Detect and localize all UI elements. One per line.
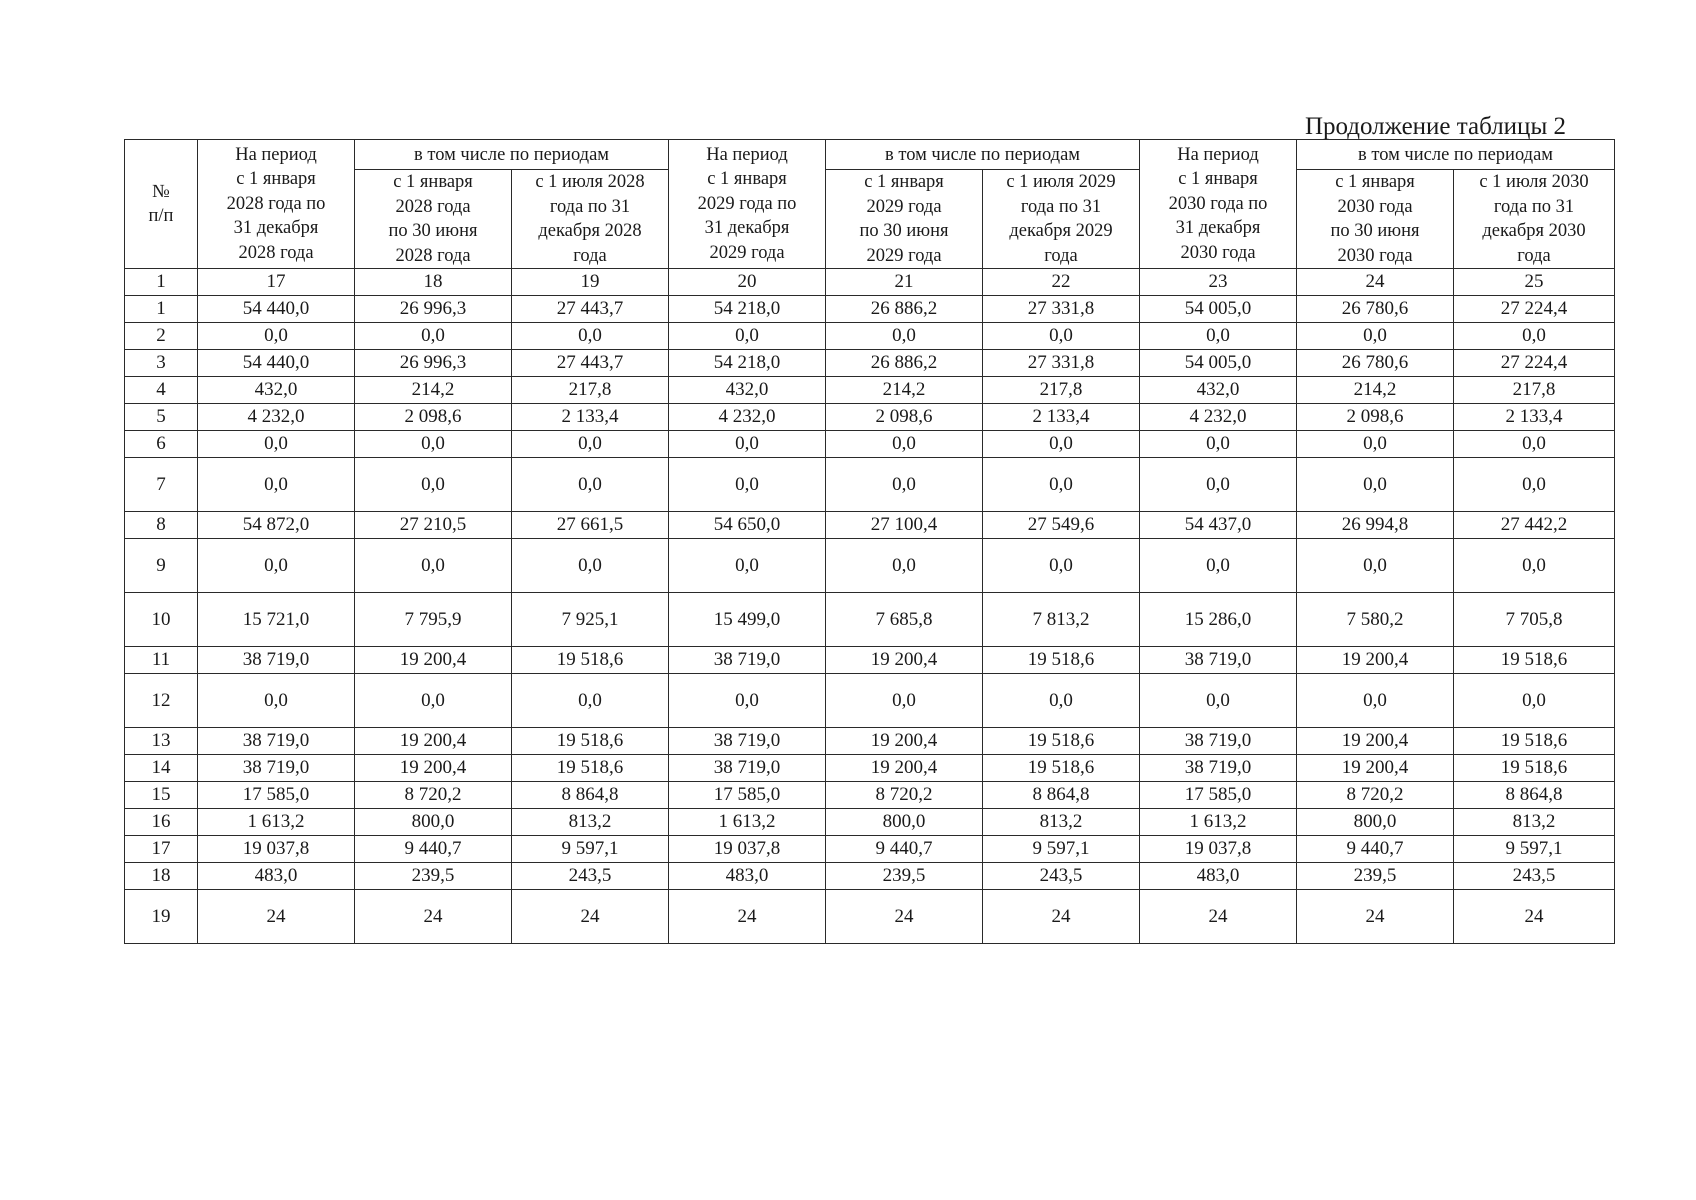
table-body [125,296,1615,944]
value-cell: 4 232,0 [198,404,355,431]
table-row [125,512,1615,539]
value-cell: 214,2 [1297,377,1454,404]
table-header [125,140,1615,296]
value-cell: 0,0 [198,458,355,512]
table-row [125,404,1615,431]
value-cell: 0,0 [355,539,512,593]
value-cell: 1 613,2 [198,809,355,836]
value-cell: 7 925,1 [512,593,669,647]
value-cell: 38 719,0 [198,647,355,674]
value-cell: 24 [355,890,512,944]
value-cell: 0,0 [512,539,669,593]
value-cell: 54 440,0 [198,296,355,323]
value-cell: 0,0 [983,674,1140,728]
value-cell: 0,0 [1454,323,1615,350]
value-cell: 54 440,0 [198,350,355,377]
value-cell: 243,5 [1454,863,1615,890]
value-cell: 54 872,0 [198,512,355,539]
row-number-cell: 6 [125,431,198,458]
value-cell: 0,0 [1297,674,1454,728]
row-number-cell: 2 [125,323,198,350]
value-cell: 0,0 [1297,431,1454,458]
value-cell: 483,0 [198,863,355,890]
header-period-2029: На период с 1 января 2029 года по 31 декабря 2029 года [669,140,826,269]
table-row [125,863,1615,890]
value-cell: 19 200,4 [826,755,983,782]
value-cell: 4 232,0 [1140,404,1297,431]
value-cell: 2 098,6 [1297,404,1454,431]
value-cell: 0,0 [1454,539,1615,593]
row-number-cell: 7 [125,458,198,512]
value-cell: 0,0 [512,431,669,458]
value-cell: 9 440,7 [355,836,512,863]
value-cell: 24 [1454,890,1615,944]
value-cell: 19 200,4 [355,728,512,755]
value-cell: 54 218,0 [669,296,826,323]
value-cell: 24 [669,890,826,944]
value-cell: 432,0 [198,377,355,404]
value-cell: 0,0 [355,431,512,458]
value-cell: 8 720,2 [826,782,983,809]
value-cell: 0,0 [355,458,512,512]
value-cell: 800,0 [1297,809,1454,836]
table-caption: Продолжение таблицы 2 [1304,113,1566,140]
value-cell: 813,2 [512,809,669,836]
table-row [125,539,1615,593]
value-cell: 217,8 [512,377,669,404]
value-cell: 217,8 [1454,377,1615,404]
value-cell: 813,2 [1454,809,1615,836]
value-cell: 483,0 [669,863,826,890]
value-cell: 4 232,0 [669,404,826,431]
table-row [125,674,1615,728]
value-cell: 7 580,2 [1297,593,1454,647]
value-cell: 19 200,4 [826,647,983,674]
header-2028-first-half: с 1 января 2028 года по 30 июня 2028 года [355,170,512,269]
value-cell: 24 [512,890,669,944]
value-cell: 214,2 [826,377,983,404]
row-number-cell: 18 [125,863,198,890]
value-cell: 0,0 [983,323,1140,350]
value-cell: 239,5 [1297,863,1454,890]
table-row [125,323,1615,350]
column-number: 24 [1297,269,1454,296]
value-cell: 38 719,0 [669,728,826,755]
value-cell: 27 661,5 [512,512,669,539]
row-number-cell: 16 [125,809,198,836]
value-cell: 24 [198,890,355,944]
value-cell: 0,0 [669,539,826,593]
value-cell: 27 443,7 [512,350,669,377]
value-cell: 0,0 [355,323,512,350]
value-cell: 9 440,7 [826,836,983,863]
value-cell: 19 518,6 [1454,755,1615,782]
column-number: 20 [669,269,826,296]
table-row [125,377,1615,404]
value-cell: 38 719,0 [669,647,826,674]
value-cell: 19 200,4 [1297,647,1454,674]
column-number: 25 [1454,269,1615,296]
value-cell: 1 613,2 [669,809,826,836]
value-cell: 0,0 [512,674,669,728]
value-cell: 38 719,0 [1140,755,1297,782]
row-number-cell: 10 [125,593,198,647]
value-cell: 27 443,7 [512,296,669,323]
value-cell: 7 813,2 [983,593,1140,647]
value-cell: 0,0 [1454,431,1615,458]
column-number: 23 [1140,269,1297,296]
value-cell: 8 864,8 [1454,782,1615,809]
value-cell: 19 037,8 [1140,836,1297,863]
value-cell: 38 719,0 [198,728,355,755]
value-cell: 24 [1297,890,1454,944]
value-cell: 9 597,1 [512,836,669,863]
value-cell: 0,0 [826,431,983,458]
value-cell: 26 886,2 [826,350,983,377]
column-number: 21 [826,269,983,296]
value-cell: 19 518,6 [1454,647,1615,674]
table-row [125,431,1615,458]
value-cell: 0,0 [669,674,826,728]
table-row [125,836,1615,863]
value-cell: 243,5 [983,863,1140,890]
value-cell: 0,0 [1140,458,1297,512]
header-period-2028: На период с 1 января 2028 года по 31 декабря 2028 года [198,140,355,269]
value-cell: 0,0 [1297,323,1454,350]
value-cell: 0,0 [198,431,355,458]
value-cell: 239,5 [826,863,983,890]
row-number-cell: 9 [125,539,198,593]
value-cell: 9 597,1 [983,836,1140,863]
value-cell: 243,5 [512,863,669,890]
column-number: 18 [355,269,512,296]
value-cell: 17 585,0 [1140,782,1297,809]
value-cell: 27 331,8 [983,350,1140,377]
header-group-2030: в том числе по периодам [1297,140,1615,170]
value-cell: 8 864,8 [983,782,1140,809]
value-cell: 0,0 [826,674,983,728]
header-group-2029: в том числе по периодам [826,140,1140,170]
row-number-cell: 17 [125,836,198,863]
column-number: 22 [983,269,1140,296]
value-cell: 0,0 [198,323,355,350]
value-cell: 217,8 [983,377,1140,404]
value-cell: 54 218,0 [669,350,826,377]
table-row [125,809,1615,836]
value-cell: 54 437,0 [1140,512,1297,539]
value-cell: 24 [826,890,983,944]
value-cell: 0,0 [1140,539,1297,593]
value-cell: 0,0 [198,674,355,728]
value-cell: 27 442,2 [1454,512,1615,539]
table-row [125,458,1615,512]
value-cell: 54 005,0 [1140,296,1297,323]
row-number-cell: 4 [125,377,198,404]
value-cell: 0,0 [198,539,355,593]
header-row-number: № п/п [125,140,198,269]
value-cell: 24 [983,890,1140,944]
value-cell: 26 996,3 [355,296,512,323]
value-cell: 2 098,6 [826,404,983,431]
value-cell: 19 200,4 [355,755,512,782]
value-cell: 19 200,4 [1297,755,1454,782]
value-cell: 2 133,4 [983,404,1140,431]
header-group-2028: в том числе по периодам [355,140,669,170]
value-cell: 26 886,2 [826,296,983,323]
value-cell: 19 518,6 [512,728,669,755]
value-cell: 26 780,6 [1297,350,1454,377]
value-cell: 19 518,6 [983,728,1140,755]
value-cell: 27 331,8 [983,296,1140,323]
data-table [124,139,1615,944]
value-cell: 9 440,7 [1297,836,1454,863]
value-cell: 432,0 [669,377,826,404]
value-cell: 27 224,4 [1454,296,1615,323]
value-cell: 15 721,0 [198,593,355,647]
value-cell: 19 518,6 [512,647,669,674]
value-cell: 15 499,0 [669,593,826,647]
value-cell: 800,0 [355,809,512,836]
row-number-cell: 12 [125,674,198,728]
row-number-cell: 1 [125,296,198,323]
row-number-cell: 13 [125,728,198,755]
table-row [125,890,1615,944]
value-cell: 7 795,9 [355,593,512,647]
value-cell: 0,0 [512,323,669,350]
value-cell: 483,0 [1140,863,1297,890]
value-cell: 0,0 [669,431,826,458]
table-row [125,350,1615,377]
value-cell: 38 719,0 [198,755,355,782]
value-cell: 0,0 [512,458,669,512]
value-cell: 7 685,8 [826,593,983,647]
value-cell: 0,0 [826,323,983,350]
value-cell: 19 518,6 [512,755,669,782]
value-cell: 26 994,8 [1297,512,1454,539]
value-cell: 19 037,8 [669,836,826,863]
value-cell: 813,2 [983,809,1140,836]
value-cell: 0,0 [983,539,1140,593]
row-number-cell: 14 [125,755,198,782]
value-cell: 0,0 [669,458,826,512]
row-number-cell: 8 [125,512,198,539]
column-number: 17 [198,269,355,296]
value-cell: 19 518,6 [1454,728,1615,755]
value-cell: 24 [1140,890,1297,944]
value-cell: 15 286,0 [1140,593,1297,647]
value-cell: 26 996,3 [355,350,512,377]
value-cell: 2 098,6 [355,404,512,431]
table-row [125,593,1615,647]
value-cell: 8 720,2 [355,782,512,809]
table-row [125,728,1615,755]
column-number: 19 [512,269,669,296]
header-2030-first-half: с 1 января 2030 года по 30 июня 2030 года [1297,170,1454,269]
row-number-cell: 3 [125,350,198,377]
value-cell: 9 597,1 [1454,836,1615,863]
value-cell: 0,0 [669,323,826,350]
table-row [125,755,1615,782]
value-cell: 38 719,0 [1140,728,1297,755]
value-cell: 54 005,0 [1140,350,1297,377]
row-number-cell: 15 [125,782,198,809]
value-cell: 0,0 [1454,674,1615,728]
value-cell: 19 518,6 [983,755,1140,782]
column-number-row [125,269,1615,296]
value-cell: 0,0 [1140,323,1297,350]
value-cell: 0,0 [1140,431,1297,458]
table-row [125,296,1615,323]
value-cell: 0,0 [983,431,1140,458]
value-cell: 0,0 [1140,674,1297,728]
value-cell: 27 210,5 [355,512,512,539]
header-2029-second-half: с 1 июля 2029 года по 31 декабря 2029 года [983,170,1140,269]
value-cell: 8 864,8 [512,782,669,809]
value-cell: 1 613,2 [1140,809,1297,836]
value-cell: 19 200,4 [355,647,512,674]
value-cell: 0,0 [826,458,983,512]
value-cell: 38 719,0 [1140,647,1297,674]
row-number-cell: 5 [125,404,198,431]
value-cell: 54 650,0 [669,512,826,539]
value-cell: 19 200,4 [826,728,983,755]
value-cell: 0,0 [826,539,983,593]
value-cell: 0,0 [1297,458,1454,512]
value-cell: 214,2 [355,377,512,404]
value-cell: 17 585,0 [198,782,355,809]
table-row [125,782,1615,809]
value-cell: 239,5 [355,863,512,890]
header-2030-second-half: с 1 июля 2030 года по 31 декабря 2030 года [1454,170,1615,269]
value-cell: 2 133,4 [512,404,669,431]
value-cell: 19 037,8 [198,836,355,863]
row-number-cell: 19 [125,890,198,944]
header-period-2030: На период с 1 января 2030 года по 31 декабря 2030 года [1140,140,1297,269]
value-cell: 27 224,4 [1454,350,1615,377]
value-cell: 800,0 [826,809,983,836]
value-cell: 17 585,0 [669,782,826,809]
value-cell: 0,0 [1297,539,1454,593]
value-cell: 0,0 [355,674,512,728]
value-cell: 19 518,6 [983,647,1140,674]
value-cell: 27 100,4 [826,512,983,539]
value-cell: 0,0 [1454,458,1615,512]
value-cell: 2 133,4 [1454,404,1615,431]
table-row [125,647,1615,674]
row-number-cell: 11 [125,647,198,674]
value-cell: 26 780,6 [1297,296,1454,323]
column-number: 1 [125,269,198,296]
value-cell: 7 705,8 [1454,593,1615,647]
value-cell: 19 200,4 [1297,728,1454,755]
value-cell: 27 549,6 [983,512,1140,539]
value-cell: 8 720,2 [1297,782,1454,809]
value-cell: 0,0 [983,458,1140,512]
header-2029-first-half: с 1 января 2029 года по 30 июня 2029 года [826,170,983,269]
value-cell: 432,0 [1140,377,1297,404]
value-cell: 38 719,0 [669,755,826,782]
header-2028-second-half: с 1 июля 2028 года по 31 декабря 2028 года [512,170,669,269]
